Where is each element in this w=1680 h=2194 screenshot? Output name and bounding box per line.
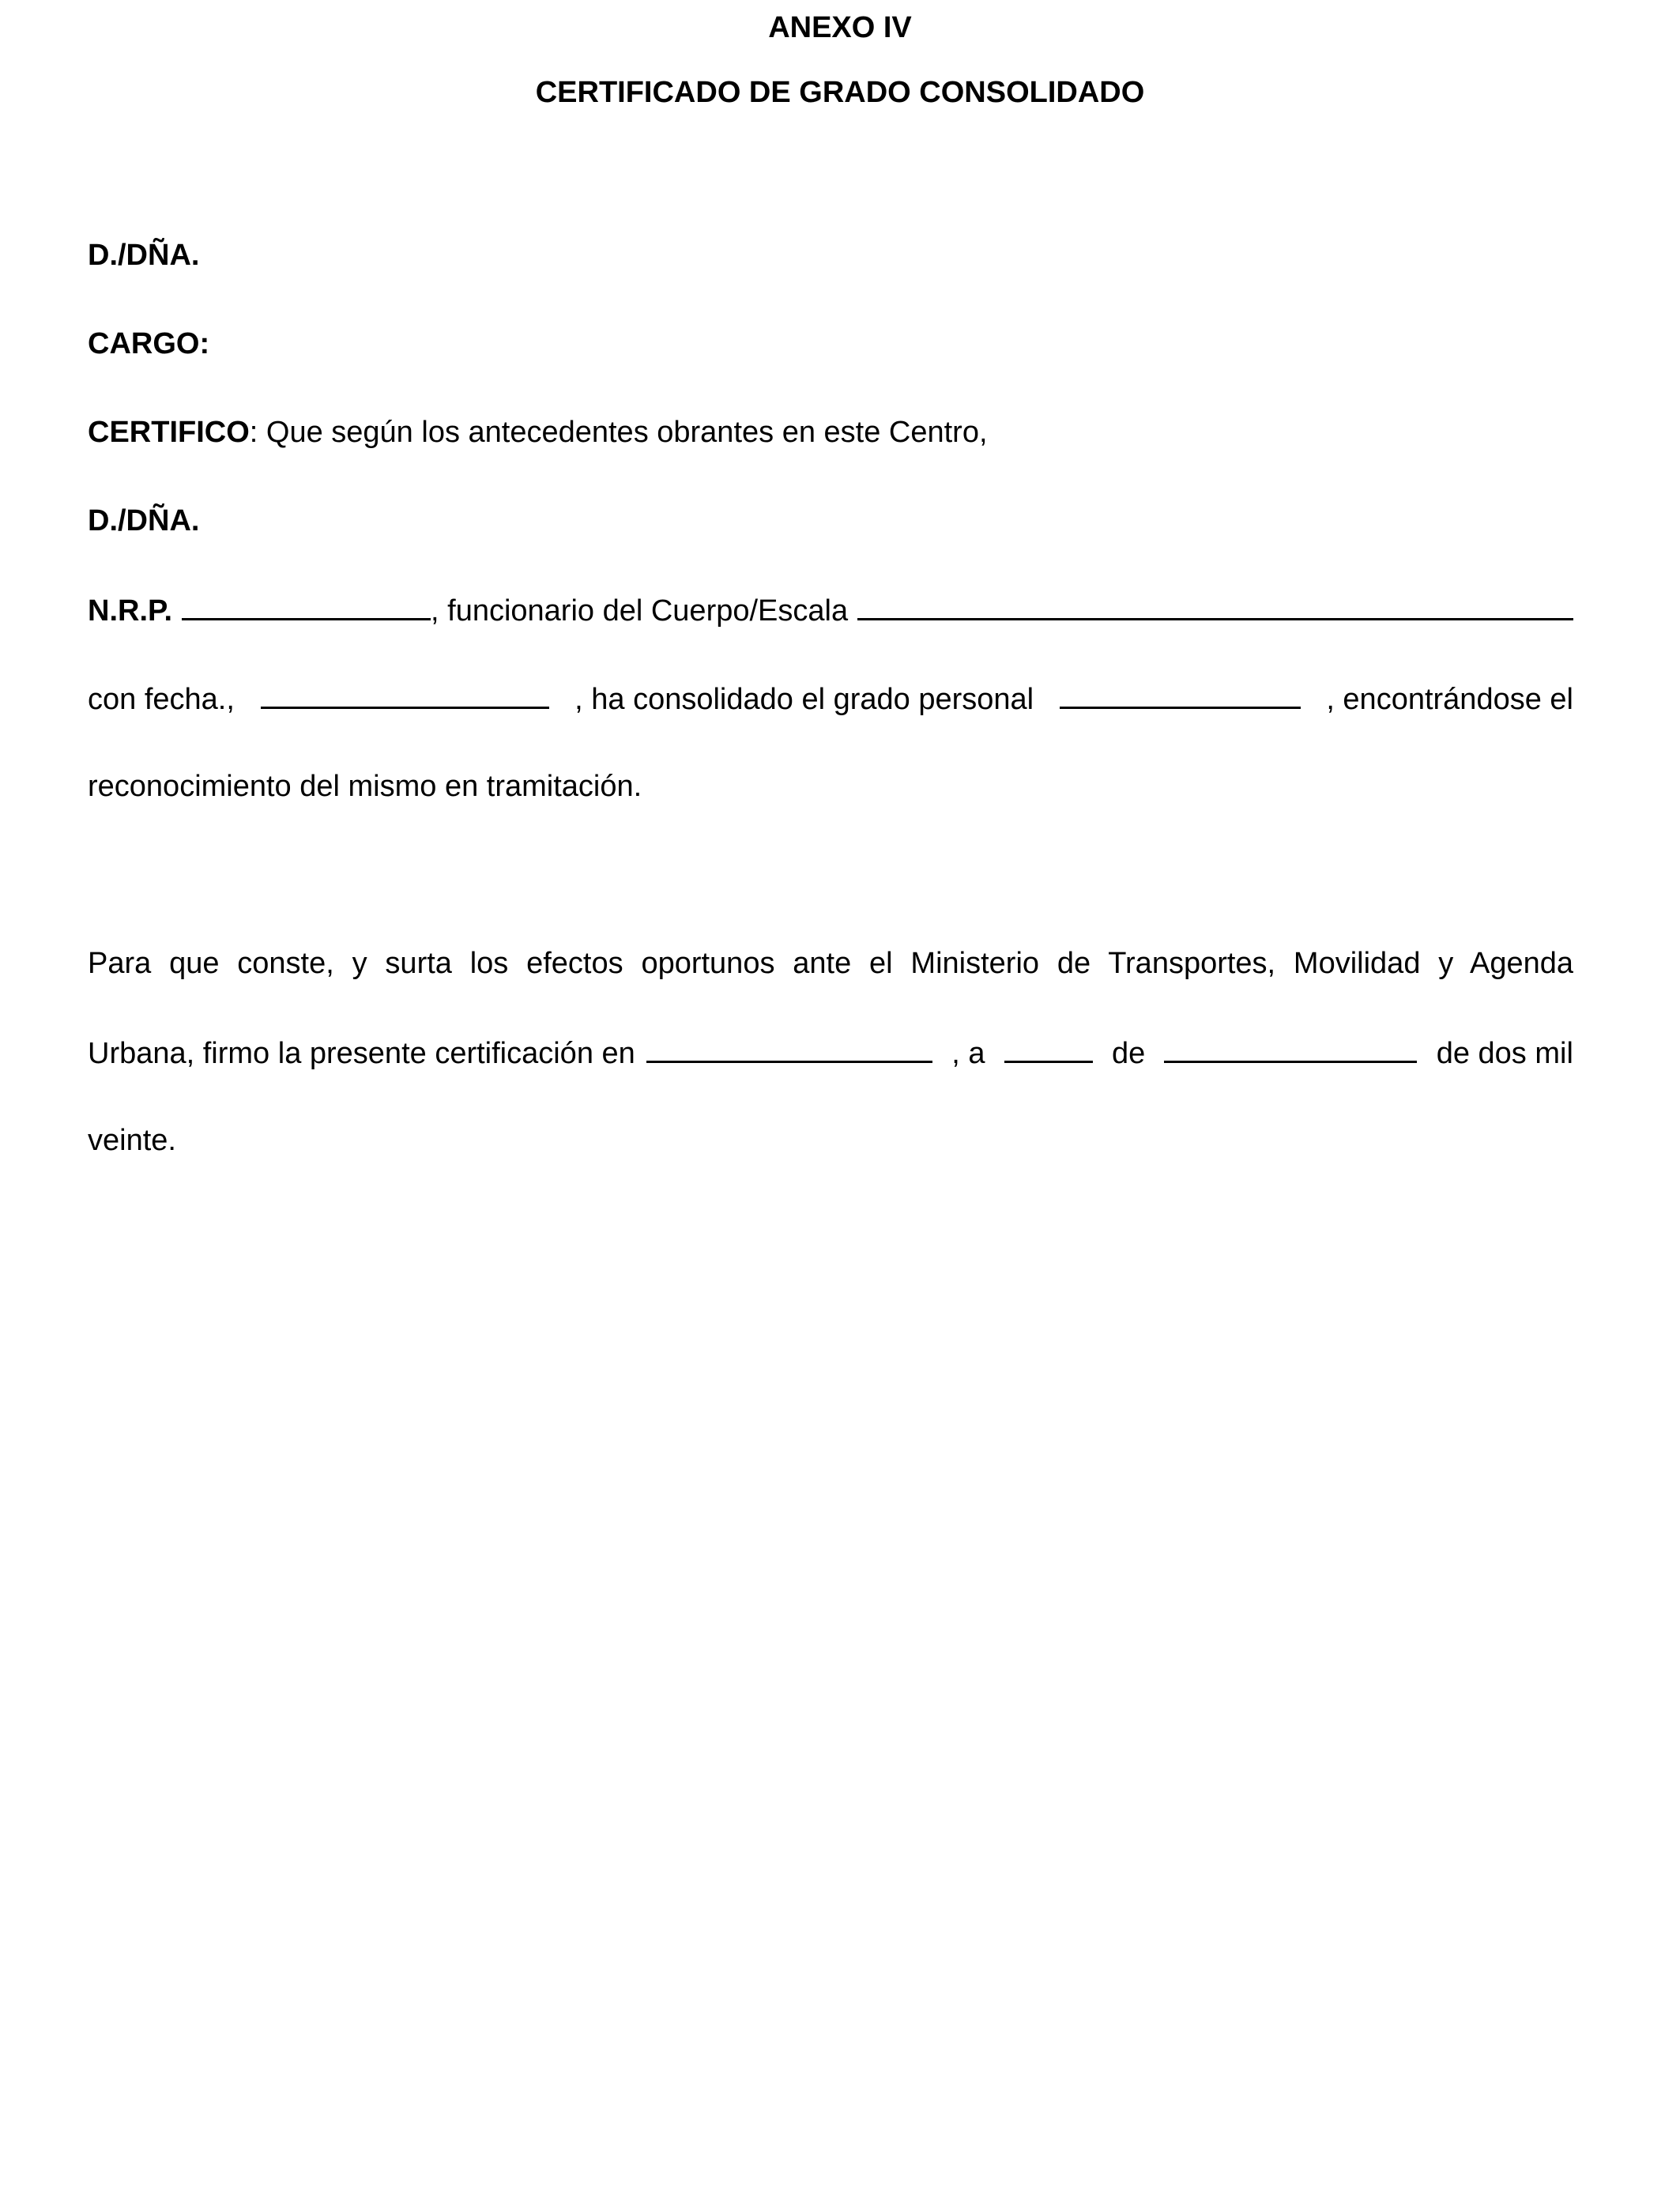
certifico-label: CERTIFICO [88,416,250,449]
fecha-blank[interactable] [261,680,549,709]
document-title: CERTIFICADO DE GRADO CONSOLIDADO [535,76,1145,109]
a-text: , a [951,1037,985,1070]
encontrandose-text: , encontrándose el [1326,683,1573,716]
nrp-line [88,591,1573,629]
con-fecha-text: con fecha., [88,683,235,716]
firma-line [88,1034,1573,1072]
certifico-line [88,414,1573,450]
funcionario-text: , funcionario del Cuerpo/Escala [431,594,849,628]
lugar-blank[interactable] [646,1034,932,1063]
reconocimiento-text: reconocimiento del mismo en tramitación. [88,770,642,803]
don-dona-label-2: D./DÑA. [88,504,200,537]
grado-blank[interactable] [1060,680,1301,709]
cuerpo-escala-blank[interactable] [857,591,1573,620]
nrp-blank[interactable] [182,591,431,620]
cargo-label: CARGO: [88,327,210,360]
nrp-label: N.R.P. [88,594,173,628]
para-que-conste-text: Para que conste, y surta los efectos oportunos ante el Ministerio de Transportes, Movilidad y Agenda [88,947,1573,980]
mes-blank[interactable] [1164,1034,1417,1063]
de-dos-mil-text: de dos mil [1436,1037,1573,1070]
ha-consolidado-text: , ha consolidado el grado personal [574,683,1034,716]
fecha-line [88,680,1573,718]
certifico-text: : Que según los antecedentes obrantes en este Centro, [249,416,988,449]
don-dona-label-1: D./DÑA. [88,239,200,272]
annex-heading: ANEXO IV [768,11,912,44]
dia-blank[interactable] [1004,1034,1093,1063]
de-text: de [1111,1037,1146,1070]
urbana-firmo-text: Urbana, firmo la presente certificación en [88,1037,635,1070]
veinte-text: veinte. [88,1124,176,1157]
